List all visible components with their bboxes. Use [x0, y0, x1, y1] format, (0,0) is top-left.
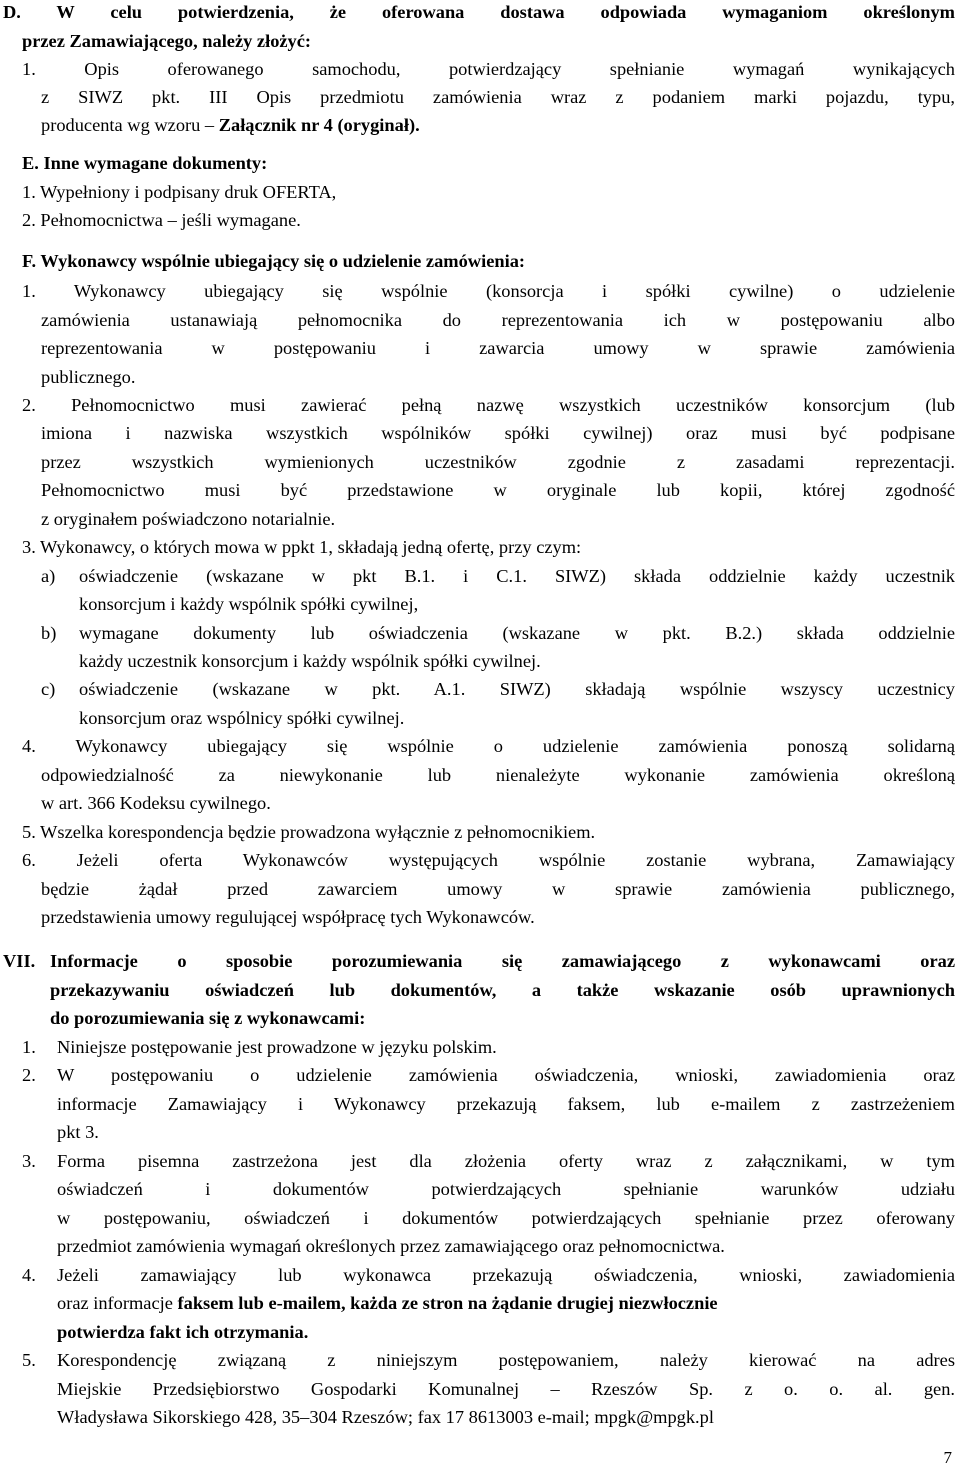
- attachment-reference: Załącznik nr 4 (oryginał).: [218, 115, 420, 135]
- section-f-point-2-line: z oryginałem poświadczono notarialnie.: [41, 509, 336, 529]
- section-f-heading: F. Wykonawcy wspólnie ubiegający się o udzielenie zamówienia:: [22, 251, 526, 271]
- section-f-point-4-line: odpowiedzialność za niewykonanie lub nienależyte wykonanie zamówienia określoną: [41, 765, 955, 785]
- section-f-point-6-line: przedstawienia umowy regulującej współpracę tych Wykonawców.: [41, 907, 535, 927]
- section-f-point-4: 4. Wykonawcy ubiegający się wspólnie o udzielenie zamówienia ponoszą solidarną: [22, 736, 955, 756]
- section-vii-point-3-line: oświadczeń i dokumentów potwierdzających spełnianie warunków udziału: [57, 1179, 955, 1199]
- section-f-point-6-line: będzie żądał przed zawarciem umowy w sprawie zamówienia publicznego,: [41, 879, 955, 899]
- section-vii-point-5-address: Władysława Sikorskiego 428, 35–304 Rzeszów; fax 17 8613003 e-mail; mpgk@mpgk.pl: [57, 1407, 714, 1427]
- section-vii-point-3-line: w postępowaniu, oświadczeń i dokumentów potwierdzających spełnianie przez oferowany: [57, 1208, 955, 1228]
- section-vii-heading-line: do porozumiewania się z wykonawcami:: [50, 1008, 366, 1028]
- item-number-1: 1.: [22, 1037, 36, 1057]
- section-f-point-2-line: imiona i nazwiska wszystkich wspólników spółki cywilnej) oraz musi być podpisane: [41, 423, 955, 443]
- section-f-point-6: 6. Jeżeli oferta Wykonawców występujących wspólnie zostanie wybrana, Zamawiający: [22, 850, 955, 870]
- section-f-point-3b: wymagane dokumenty lub oświadczenia (wskazane w pkt. B.2.) składa oddzielnie: [79, 623, 955, 643]
- section-f-point-2-line: przez wszystkich wymienionych uczestników zgodnie z zasadami reprezentacji.: [41, 452, 955, 472]
- section-vii-heading: Informacje o sposobie porozumiewania się zamawiającego z wykonawcami oraz: [50, 951, 955, 971]
- page-number: 7: [943, 1448, 952, 1467]
- section-f-point-1-line: reprezentowania w postępowaniu i zawarcia umowy w sprawie zamówienia: [41, 338, 955, 358]
- section-f-point-3c-line: konsorcjum oraz wspólnicy spółki cywilnej.: [79, 708, 405, 728]
- list-letter-c: c): [41, 679, 56, 699]
- item-number-4: 4.: [22, 1265, 36, 1285]
- section-vii-point-5-line: Miejskie Przedsiębiorstwo Gospodarki Komunalnej – Rzeszów Sp. z o. o. al. gen.: [57, 1379, 955, 1399]
- section-vii-point-2: W postępowaniu o udzielenie zamówienia oświadczenia, wnioski, zawiadomienia oraz: [57, 1065, 955, 1085]
- section-f-point-1-line: zamówienia ustanawiają pełnomocnika do reprezentowania ich w postępowaniu albo: [41, 310, 955, 330]
- section-vii-point-2-line: pkt 3.: [57, 1122, 99, 1142]
- section-f-point-1: 1. Wykonawcy ubiegający się wspólnie (konsorcja i spółki cywilne) o udzielenie: [22, 281, 955, 301]
- item-number-2: 2.: [22, 1065, 36, 1085]
- section-e-heading: E. Inne wymagane dokumenty:: [22, 153, 268, 173]
- section-f-point-3b-line: każdy uczestnik konsorcjum i każdy wspólnik spółki cywilnej.: [79, 651, 541, 671]
- section-vii-heading-line: przekazywaniu oświadczeń lub dokumentów, a także wskazanie osób uprawnionych: [50, 980, 955, 1000]
- section-vii-point-4-line: [57, 1292, 718, 1314]
- section-d-item-1-line: [41, 114, 420, 136]
- section-f-point-5: 5. Wszelka korespondencja będzie prowadzona wyłącznie z pełnomocnikiem.: [22, 822, 596, 842]
- item-number-3: 3.: [22, 1151, 36, 1171]
- section-f-point-1-line: publicznego.: [41, 367, 136, 387]
- section-f-point-2: 2. Pełnomocnictwo musi zawierać pełną nazwę wszystkich uczestników konsorcjum (lub: [22, 395, 955, 415]
- section-vii-number: VII.: [3, 951, 36, 971]
- section-vii-point-1: Niniejsze postępowanie jest prowadzone w języku polskim.: [57, 1037, 497, 1057]
- section-d-item-1-text: producenta wg wzoru –: [41, 115, 219, 135]
- section-vii-point-3: Forma pisemna zastrzeżona jest dla złożenia oferty wraz z załącznikami, w tym: [57, 1151, 955, 1171]
- section-vii-point-4-emphasis: faksem lub e-mailem, każda ze stron na żądanie drugiej niezwłocznie: [177, 1293, 718, 1313]
- section-d-item-1-line: z SIWZ pkt. III Opis przedmiotu zamówienia wraz z podaniem marki pojazdu, typu,: [41, 87, 955, 107]
- section-f-point-3c: oświadczenie (wskazane w pkt. A.1. SIWZ) składają wspólnie wszyscy uczestnicy: [79, 679, 955, 699]
- section-f-point-3a-line: konsorcjum i każdy wspólnik spółki cywilnej,: [79, 594, 419, 614]
- list-letter-a: a): [41, 566, 56, 586]
- section-d-heading: D. W celu potwierdzenia, że oferowana dostawa odpowiada wymaganiom określonym: [3, 2, 955, 22]
- section-vii-point-4: Jeżeli zamawiający lub wykonawca przekazują oświadczenia, wnioski, zawiadomienia: [57, 1265, 955, 1285]
- section-vii-point-4-emphasis-line: potwierdza fakt ich otrzymania.: [57, 1322, 309, 1342]
- section-vii-point-3-line: przedmiot zamówienia wymagań określonych przez zamawiającego oraz pełnomocnictwa.: [57, 1236, 725, 1256]
- item-number-5: 5.: [22, 1350, 36, 1370]
- section-f-point-2-line: Pełnomocnictwo musi być przedstawione w oryginale lub kopii, której zgodność: [41, 480, 955, 500]
- section-vii-point-4-text: oraz informacje: [57, 1293, 178, 1313]
- section-e-item-2: 2. Pełnomocnictwa – jeśli wymagane.: [22, 210, 301, 230]
- section-e-item-1: 1. Wypełniony i podpisany druk OFERTA,: [22, 182, 337, 202]
- section-vii-point-5: Korespondencję związaną z niniejszym postępowaniem, należy kierować na adres: [57, 1350, 955, 1370]
- list-letter-b: b): [41, 623, 57, 643]
- section-f-point-4-line: w art. 366 Kodeksu cywilnego.: [41, 793, 271, 813]
- section-d-heading-cont: przez Zamawiającego, należy złożyć:: [22, 31, 312, 51]
- section-f-point-3: 3. Wykonawcy, o których mowa w ppkt 1, składają jedną ofertę, przy czym:: [22, 537, 582, 557]
- section-d-item-1: 1. Opis oferowanego samochodu, potwierdzający spełnianie wymagań wynikających: [22, 59, 955, 79]
- section-vii-point-2-line: informacje Zamawiający i Wykonawcy przekazują faksem, lub e-mailem z zastrzeżeniem: [57, 1094, 955, 1114]
- section-f-point-3a: oświadczenie (wskazane w pkt B.1. i C.1. SIWZ) składa oddzielnie każdy uczestnik: [79, 566, 955, 586]
